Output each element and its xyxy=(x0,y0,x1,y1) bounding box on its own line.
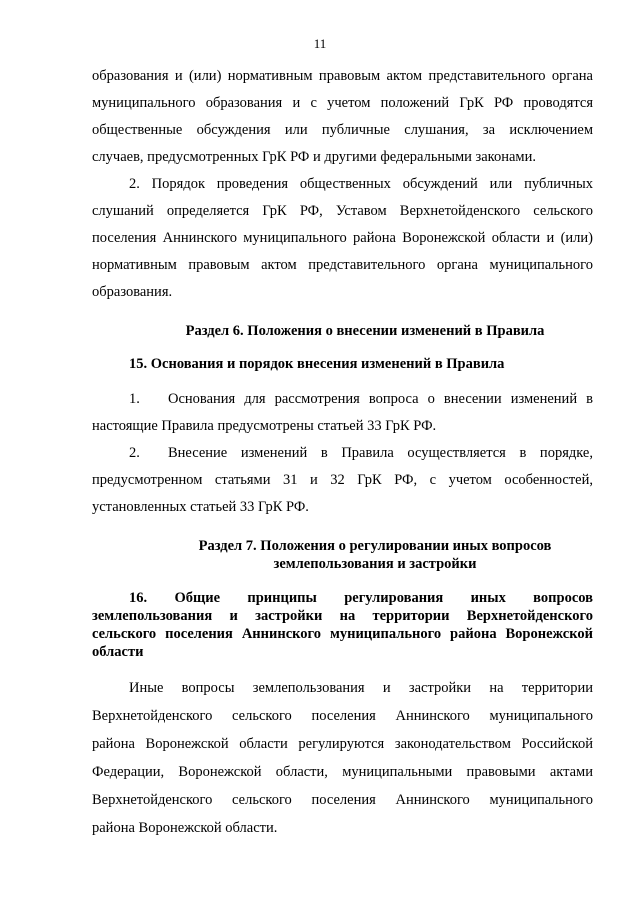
item-number: 1. xyxy=(129,391,140,407)
paragraph-line: Иные вопросы землепользования и застройки на территории xyxy=(129,680,593,696)
paragraph-line: слушаний определяется ГрК РФ, Уставом Верхнетойденского сельского xyxy=(92,203,593,219)
item-number: 2. xyxy=(129,445,140,461)
page-number: 11 xyxy=(313,36,327,51)
article-15-title: 15. Основания и порядок внесения изменений в Правила xyxy=(129,356,505,372)
article-16-title: 16. Общие принципы регулирования иных вопросов xyxy=(129,590,593,606)
paragraph-line: образования. xyxy=(92,284,173,300)
paragraph-line: поселения Аннинского муниципального района Воронежской области и (или) xyxy=(92,230,593,246)
paragraph-line: настоящие Правила предусмотрены статьей 33 ГрК РФ. xyxy=(92,418,437,434)
paragraph-line: района Воронежской области. xyxy=(92,820,278,836)
section-7-title: Раздел 7. Положения о регулировании иных вопросов xyxy=(198,538,552,554)
article-16-title: области xyxy=(92,644,144,660)
paragraph-line: Внесение изменений в Правила осуществляется в порядке, xyxy=(168,445,593,461)
paragraph-line: нормативным правовым актом представительного органа муниципального xyxy=(92,257,593,273)
paragraph-line: Основания для рассмотрения вопроса о внесении изменений в xyxy=(168,391,593,407)
paragraph-line: муниципального образования и с учетом положений ГрК РФ проводятся xyxy=(92,95,593,111)
paragraph-line: предусмотренном статьями 31 и 32 ГрК РФ, с учетом особенностей, xyxy=(92,472,593,488)
section-6-title: Раздел 6. Положения о внесении изменений в Правила xyxy=(185,323,545,339)
paragraph-line: установленных статьей 33 ГрК РФ. xyxy=(92,499,309,515)
article-16-title: землепользования и застройки на территории Верхнетойденского xyxy=(92,608,593,624)
paragraph-line: района Воронежской области регулируются законодательством Российской xyxy=(92,736,593,752)
paragraph-line: случаев, предусмотренных ГрК РФ и другими федеральными законами. xyxy=(92,149,536,165)
article-16-title: сельского поселения Аннинского муниципального района Воронежской xyxy=(92,626,593,642)
paragraph-line: Верхнетойденского сельского поселения Аннинского муниципального xyxy=(92,708,593,724)
paragraph-line: Верхнетойденского сельского поселения Аннинского муниципального xyxy=(92,792,593,808)
paragraph-line: 2. Порядок проведения общественных обсуждений или публичных xyxy=(129,176,593,192)
paragraph-line: общественные обсуждения или публичные слушания, за исключением xyxy=(92,122,593,138)
paragraph-line: Федерации, Воронежской области, муниципальными правовыми актами xyxy=(92,764,593,780)
paragraph-line: образования и (или) нормативным правовым актом представительного органа xyxy=(92,68,593,84)
section-7-title: землепользования и застройки xyxy=(273,556,477,572)
